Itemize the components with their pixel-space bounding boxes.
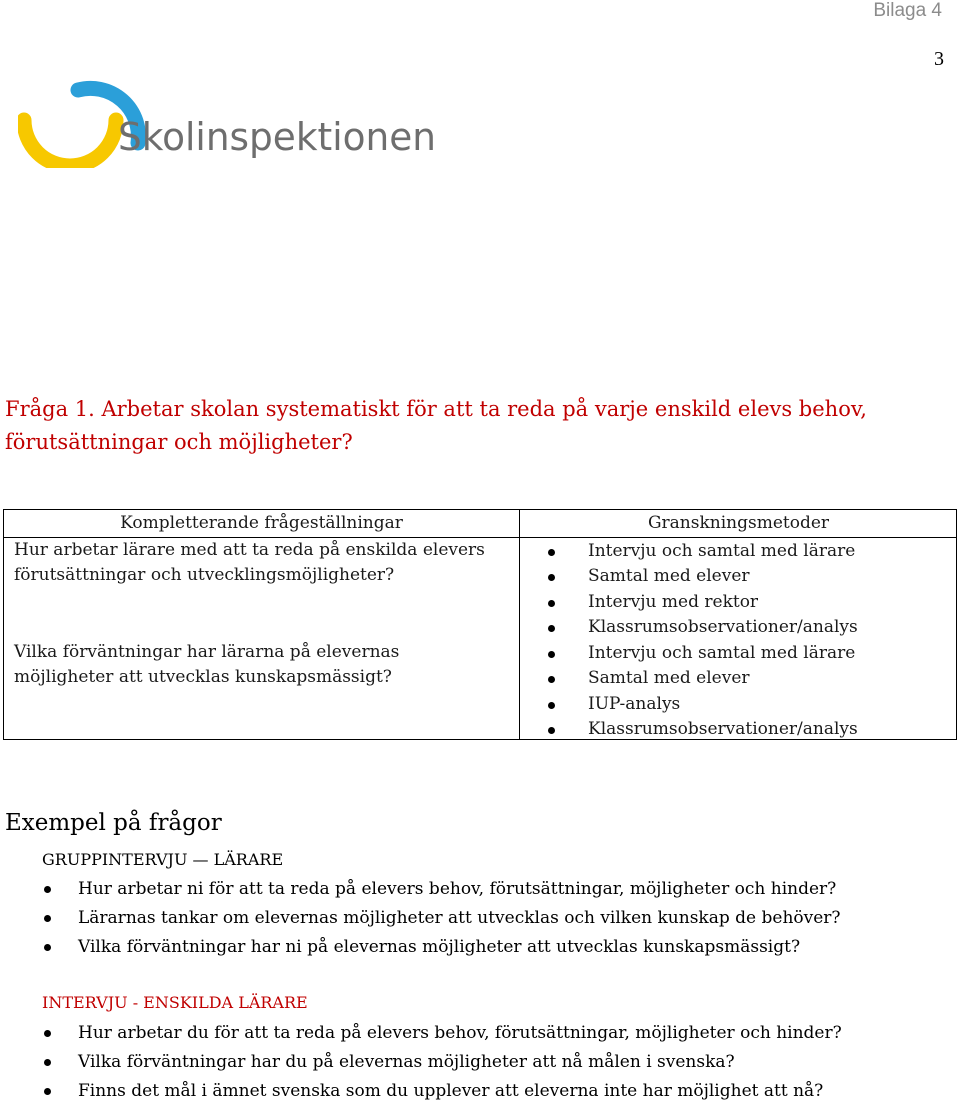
method-item: Klassrumsobservationer/analys: [538, 615, 858, 640]
supplementary-question: Hur arbetar lärare med att ta reda på enskilda elevers förutsättningar och utvecklingsmöjligheter?: [14, 540, 485, 585]
method-item: Intervju med rektor: [538, 590, 858, 615]
group-interview-heading: GRUPPINTERVJU — LÄRARE: [42, 850, 284, 869]
method-item: IUP-analys: [538, 692, 858, 717]
page-number: 3: [934, 48, 944, 70]
method-item: Samtal med elever: [538, 666, 858, 691]
question-item: Finns det mål i ämnet svenska som du upplever att eleverna inte har möjlighet att nå?: [40, 1077, 842, 1106]
question-item: Vilka förväntningar har ni på elevernas möjligheter att utvecklas kunskapsmässigt?: [40, 933, 841, 962]
question-item: Lärarnas tankar om elevernas möjligheter att utvecklas och vilken kunskap de behöver?: [40, 904, 841, 933]
group-question-list: [40, 875, 841, 962]
question-item: Hur arbetar ni för att ta reda på elevers behov, förutsättningar, möjligheter och hinder?: [40, 875, 841, 904]
method-item: Klassrumsobservationer/analys: [538, 717, 858, 742]
individual-question-list: [40, 1019, 842, 1106]
method-item: Intervju och samtal med lärare: [538, 641, 858, 666]
appendix-label: Bilaga 4: [873, 0, 942, 21]
evaluation-table: [3, 509, 957, 740]
logo-wordmark: Skolinspektionen: [118, 115, 436, 159]
individual-interview-heading: INTERVJU - ENSKILDA LÄRARE: [42, 993, 308, 1012]
question-heading: Fråga 1. Arbetar skolan systematiskt för att ta reda på varje enskild elevs behov, förutsättningar och möjligheter?: [5, 397, 867, 454]
method-list: [538, 539, 858, 641]
column-header-questions: Kompletterande frågeställningar: [120, 513, 403, 533]
supplementary-question: Vilka förväntningar har lärarna på elevernas möjligheter att utvecklas kunskapsmässigt?: [14, 642, 400, 687]
question-item: Hur arbetar du för att ta reda på elevers behov, förutsättningar, möjligheter och hinder?: [40, 1019, 842, 1048]
logo-graphic: [18, 58, 448, 168]
question-item: Vilka förväntningar har du på elevernas möjligheter att nå målen i svenska?: [40, 1048, 842, 1077]
method-list: [538, 641, 858, 743]
logo-yellow-arc: [24, 120, 116, 166]
column-header-methods: Granskningsmetoder: [647, 513, 830, 533]
skolinspektionen-logo: [18, 58, 448, 168]
examples-heading: Exempel på frågor: [5, 810, 222, 836]
column-divider: [519, 510, 520, 739]
method-item: Samtal med elever: [538, 564, 858, 589]
method-item: Intervju och samtal med lärare: [538, 539, 858, 564]
